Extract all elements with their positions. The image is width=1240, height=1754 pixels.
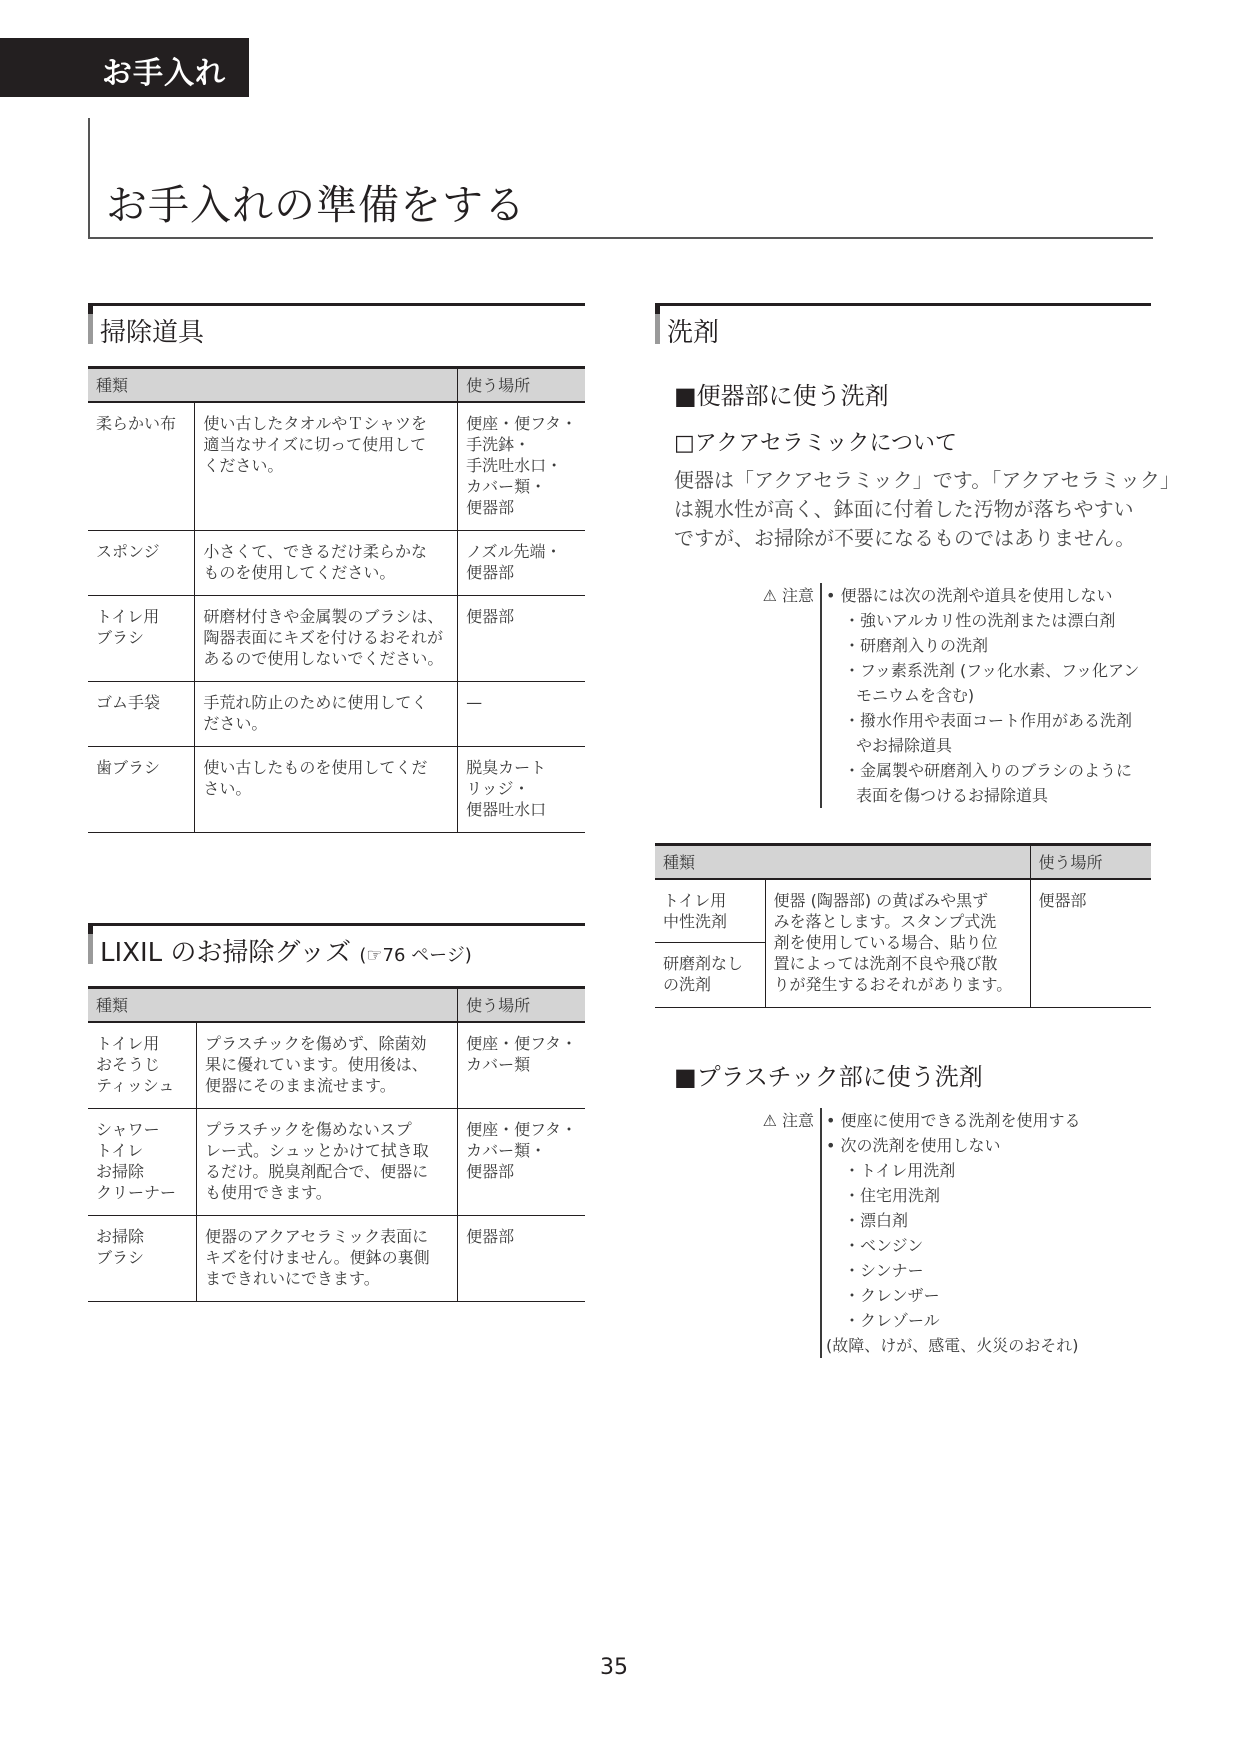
text-line: ください。 [203,456,284,475]
text-line: 果に優れています。使用後は、 [205,1055,428,1074]
text-line: キズを付けません。便鉢の裏側 [205,1248,430,1267]
caution-label: ⚠ 注意 [762,586,814,605]
caution-item: 表面を傷つけるお掃除道具 [856,786,1049,805]
column-header-place: 使う場所 [458,988,585,1023]
text-line: リッジ・ [466,779,530,798]
description-cell [197,1022,458,1109]
cleaning-tools-rows [88,402,585,833]
text-line: 便器部 [466,1162,515,1181]
caution-item: ・金属製や研磨剤入りのブラシのように [844,761,1133,780]
text-line: トイレ用 [96,607,160,626]
text-line: 便器 (陶器部) の黄ばみや黒ず [773,891,989,910]
table-row [88,747,585,833]
text-line: 便器部 [466,563,515,582]
text-line: ブラシ [96,1248,145,1267]
table-row [655,879,1151,943]
description-cell [195,531,458,596]
text-line: ですが、お掃除が不要になるものではありません。 [674,526,1136,550]
lixil-goods-rows [88,1022,585,1302]
table-row [88,682,585,747]
text-line: 脱臭カート [466,758,547,777]
text-line: りが発生するおそれがあります。 [773,975,1013,994]
caution-item: やお掃除道具 [856,736,953,755]
type-cell [88,531,195,596]
text-line: 便器部 [466,1227,515,1246]
section-lixil-goods-heading [88,923,585,970]
text-line: — [466,693,483,712]
description-cell [197,1216,458,1302]
text-line: さい。 [203,779,252,798]
text-line: 柔らかい布 [96,414,177,433]
table-row [88,1109,585,1216]
type-cell [88,1216,197,1302]
column-header-place: 使う場所 [1030,845,1151,880]
text-line: 便器のアクアセラミック表面に [205,1227,429,1246]
table-row [88,596,585,682]
place-cell [458,1022,585,1109]
text-line: 手洗吐水口・ [466,456,563,475]
text-line: 便器は「アクアセラミック」です。「アクアセラミック」 [674,468,1180,492]
text-line: 便座・便フタ・ [466,1120,577,1139]
bowl-detergent-heading: ■便器部に使う洗剤 [674,382,889,410]
text-line: ブラシ [96,628,145,647]
table-row [88,531,585,596]
lixil-goods-table [88,986,585,1302]
text-line: 適当なサイズに切って使用して [203,435,427,454]
text-line: シャワー [96,1120,160,1139]
type-cell [88,747,195,833]
caution-item: ・住宅用洗剤 [844,1186,941,1205]
chapter-tab-label: お手入れ [102,56,226,91]
text-line: るだけ。脱臭剤配合で、便器に [205,1162,429,1181]
text-line: ティッシュ [96,1076,175,1095]
section-title: 洗剤 [667,318,720,348]
heading-bar-light [88,314,93,344]
text-line: の洗剤 [663,975,712,994]
text-line: 置によっては洗剤不良や飛び散 [773,954,998,973]
heading-bar-dark [88,926,93,934]
text-line: レー式。シュッとかけて拭き取 [205,1141,429,1160]
caution-item: ・クレンザー [844,1286,940,1305]
heading-bar-dark [88,306,93,314]
caution-item: • 便座に使用できる洗剤を使用する [826,1111,1081,1130]
place-cell [458,747,585,833]
caution-list [820,1108,1081,1358]
page-number: 35 [600,1655,628,1680]
caution-bowl-detergent [746,583,1156,808]
type-cell [88,596,195,682]
caution-item: ・トイレ用洗剤 [844,1161,956,1180]
column-header-place: 使う場所 [458,368,585,403]
text-line: 歯ブラシ [96,758,161,777]
text-line: プラスチックを傷めないスプ [205,1120,412,1139]
type-cell [88,1022,197,1109]
description-cell [195,747,458,833]
caution-plastic-detergent [746,1108,1156,1358]
description-cell [195,402,458,531]
text-line: カバー類・ [466,477,547,496]
text-line: ものを使用してください。 [203,563,396,582]
section-title-text: LIXIL のお掃除グッズ [100,938,352,968]
text-line: 便器部 [466,498,515,517]
caution-item: • 便器には次の洗剤や道具を使用しない [826,586,1113,605]
text-line: 便器吐水口 [466,800,547,819]
text-line: 陶器表面にキズを付けるおそれが [203,628,444,647]
section-cleaning-tools-heading [88,303,585,350]
text-line: 便器にそのまま流せます。 [205,1076,396,1095]
caution-item: • 次の洗剤を使用しない [826,1136,1001,1155]
text-line: 手洗鉢・ [466,435,531,454]
text-line: 研磨剤なし [663,954,744,973]
text-line: 便座・便フタ・ [466,414,577,433]
aqua-ceramic-heading: □アクアセラミックについて [674,431,958,456]
section-title [100,932,472,969]
text-line: トイレ用 [663,891,727,910]
caution-item: ・強いアルカリ性の洗剤または漂白剤 [844,611,1116,630]
text-line: カバー類・ [466,1141,547,1160]
text-line: トイレ [96,1141,144,1160]
place-cell [1030,879,1151,1008]
section-title: 掃除道具 [100,318,205,348]
page-reference-link[interactable]: (☞76 ページ) [359,945,472,966]
table-row [88,402,585,531]
type-cell [655,879,765,943]
heading-bar-light [655,314,660,344]
text-line: も使用できます。 [205,1183,332,1202]
heading-bar-dark [655,306,660,314]
caution-item: ・撥水作用や表面コート作用がある洗剤 [844,711,1133,730]
table-row [88,1216,585,1302]
cleaning-tools-table [88,366,585,833]
caution-item: ・シンナー [844,1261,924,1280]
text-line: クリーナー [96,1183,177,1202]
caution-item: ・フッ素系洗剤 (フッ化水素、フッ化アン [844,661,1140,680]
plastic-detergent-heading: ■プラスチック部に使う洗剤 [674,1063,983,1091]
caution-item: ・研磨剤入りの洗剤 [844,636,989,655]
text-line: 剤を使用している場合、貼り位 [773,933,998,952]
text-line: 便器部 [466,607,515,626]
text-line: トイレ用 [96,1034,160,1053]
text-line: カバー類 [466,1055,531,1074]
place-cell [458,1109,585,1216]
caution-label: ⚠ 注意 [762,1111,814,1130]
text-line: 使い古したタオルやＴシャツを [203,414,428,433]
page-title-block [88,118,1153,239]
text-line: あるので使用しないでください。 [203,649,444,668]
text-line: おそうじ [96,1055,161,1074]
place-cell [458,596,585,682]
type-cell [88,1109,197,1216]
text-line: まできれいにできます。 [205,1269,380,1288]
place-cell [458,1216,585,1302]
text-line: ゴム手袋 [96,693,161,712]
text-line: は親水性が高く、鉢面に付着した汚物が落ちやすい [674,497,1134,521]
aqua-ceramic-description [674,466,1180,553]
heading-bar-light [88,934,93,964]
text-line: ノズル先端・ [466,542,562,561]
description-cell [195,682,458,747]
description-cell [197,1109,458,1216]
type-cell [88,402,195,531]
text-line: ださい。 [203,714,268,733]
table-row [88,1022,585,1109]
place-cell [458,402,585,531]
page-title: お手入れの準備をする [106,181,526,229]
caution-list [820,583,1139,808]
caution-item: ・漂白剤 [844,1211,909,1230]
column-header-type: 種類 [88,988,458,1023]
column-header-type: 種類 [655,845,1030,880]
description-cell [195,596,458,682]
caution-item: モニウムを含む) [856,686,975,705]
column-header-type: 種類 [88,368,458,403]
type-cell [88,682,195,747]
caution-item: ・ベンジン [844,1236,924,1255]
caution-item: ・クレゾール [844,1311,940,1330]
section-detergent-heading [655,303,1151,350]
chapter-tab [0,38,249,97]
description-cell [765,879,1030,1008]
bowl-detergent-table [655,843,1151,1008]
text-line: お掃除 [96,1162,145,1181]
place-cell [458,531,585,596]
text-line: みを落とします。スタンプ式洗 [773,912,997,931]
text-line: 便器部 [1038,891,1087,910]
text-line: 使い古したものを使用してくだ [203,758,428,777]
text-line: 小さくて、できるだけ柔らかな [203,542,428,561]
text-line: 手荒れ防止のために使用してく [203,693,428,712]
text-line: お掃除 [96,1227,145,1246]
caution-item: (故障、けが、感電、火災のおそれ) [826,1336,1079,1355]
place-cell [458,682,585,747]
text-line: プラスチックを傷めず、除菌効 [205,1034,427,1053]
text-line: 中性洗剤 [663,912,728,931]
text-line: 研磨材付きや金属製のブラシは、 [203,607,444,626]
type-cell [655,943,765,1008]
text-line: 便座・便フタ・ [466,1034,577,1053]
text-line: スポンジ [96,542,160,561]
